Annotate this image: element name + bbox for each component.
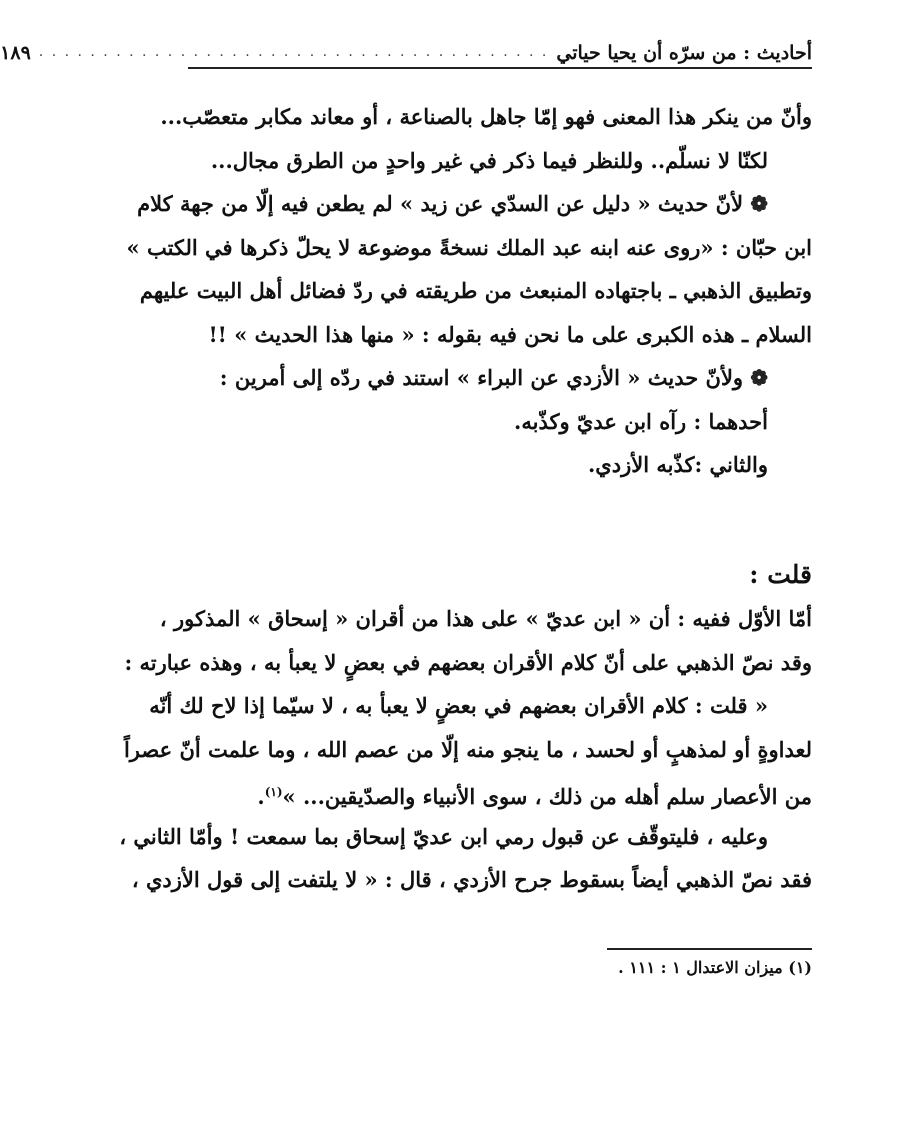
text-line: « قلت : كلام الأقران بعضهم في بعضٍ لا يعبأ به ، لا سيّما إذا لاح لك أنّه: [149, 693, 768, 718]
text-line: أمّا الأوّل ففيه : أن « ابن عديّ » على هذا من أقران « إسحاق » المذكور ،: [159, 606, 812, 631]
header-leader-dots: . . . . . . . . . . . . . . . . . . . . . . . . . . . . . . . . . . . . . . . .: [38, 44, 549, 60]
line-end-period: .: [257, 784, 265, 809]
text-line-content: لأنّ حديث « دليل عن السدّي عن زيد » لم يطعن فيه إلّا من جهة كلام: [137, 191, 744, 216]
text-line: [186, 356, 812, 400]
footnote-divider: [607, 948, 812, 950]
text-line: [186, 771, 812, 815]
page-number: ١٨٩: [0, 42, 31, 64]
body-paragraphs-1: [126, 95, 812, 487]
text-line: ابن حبّان : «روى عنه ابنه عبد الملك نسخةً موضوعة لا يحلّ ذكرها في الكتب »: [126, 234, 812, 260]
running-header: [0, 30, 812, 69]
text-line: لكنّا لا نسلّم.. وللنظر فيما ذكر في غير واحدٍ من الطرق مجال...: [210, 147, 768, 173]
text-line: وقد نصّ الذهبي على أنّ كلام الأقران بعضهم في بعضٍ لا يعبأ به ، وهذه عبارته :: [124, 649, 812, 675]
footnote-reference: (١): [264, 785, 283, 799]
text-line: السلام ـ هذه الكبرى على ما نحن فيه بقوله : « منها هذا الحديث » !!: [208, 321, 812, 347]
text-line: [137, 182, 812, 226]
text-line: وتطبيق الذهبي ـ باجتهاده المنبعث من طريقته في ردّ فضائل أهل البيت عليهم: [139, 278, 812, 303]
text-line-content: من الأعصار سلم أهله من ذلك ، سوى الأنبياء والصدّيقين... »: [282, 784, 812, 809]
text-line: وعليه ، فليتوقّف عن قبول رمي ابن عديّ إسحاق بما سمعت ! وأمّا الثاني ،: [119, 823, 768, 849]
text-line: أحدهما : رآه ابن عديّ وكذّبه.: [514, 408, 768, 434]
text-line: لعداوةٍ أو لمذهبٍ أو لحسد ، ما ينجو منه إلّا من عصم الله ، وما علمت أنّ عصراً: [123, 736, 812, 762]
section-heading: قلت :: [749, 560, 812, 589]
text-line: فقد نصّ الذهبي أيضاً بسقوط جرح الأزدي ، قال : « لا يلتفت إلى قول الأزدي ،: [131, 867, 812, 892]
text-line-content: ولأنّ حديث « الأزدي عن البراء » استند في ردّه إلى أمرين :: [219, 365, 744, 390]
body-paragraphs-2: [119, 597, 812, 902]
header-title: أحاديث : من سرّه أن يحيا حياتي: [556, 42, 812, 64]
text-line: وأنّ من ينكر هذا المعنى فهو إمّا جاهل بالصناعة ، أو معاند مكابر متعصّب...: [160, 104, 812, 129]
flower-bullet-icon: ❁: [750, 365, 768, 390]
flower-bullet-icon: ❁: [750, 191, 768, 216]
footnote-text: (١) ميزان الاعتدال ١ : ١١١ .: [618, 958, 812, 977]
text-line: والثاني :كذّبه الأزدي.: [587, 452, 768, 477]
